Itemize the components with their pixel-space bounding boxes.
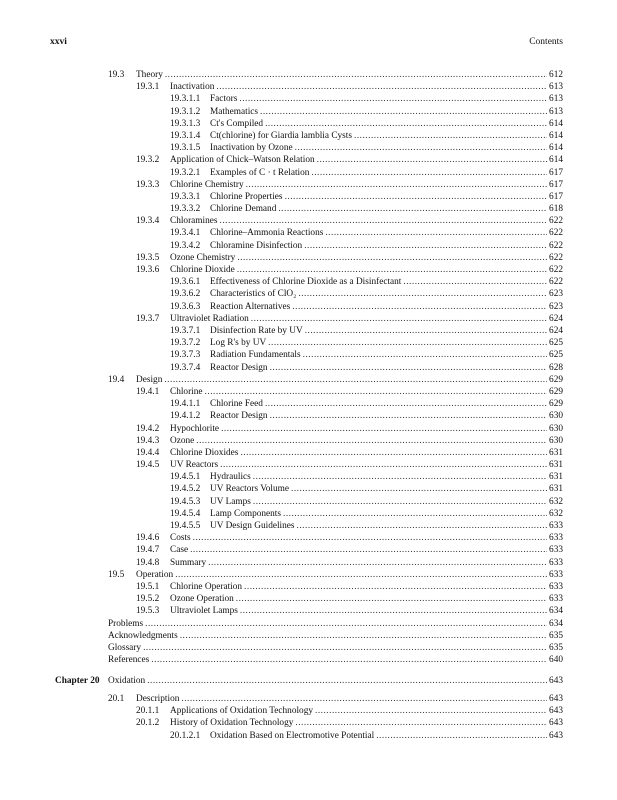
entry-page-number: 640	[549, 655, 563, 666]
entry-number: 19.3.6	[136, 265, 160, 276]
dot-leader	[303, 349, 547, 361]
entry-page-number: 629	[549, 374, 563, 385]
entry-title: History of Oxidation Technology	[170, 718, 294, 729]
entry-title: Radiation Fundamentals	[210, 350, 301, 361]
entry-number: 19.3.7.1	[170, 325, 201, 336]
entry-number: 19.3.1.3	[170, 118, 201, 129]
entry-title: Description	[136, 694, 180, 704]
entry-page-number: 633	[549, 569, 563, 580]
entry-title: Applications of Oxidation Technology	[170, 706, 313, 717]
entry-number: 19.3.3.1	[170, 191, 201, 202]
toc-entry[interactable]	[136, 435, 563, 447]
entry-number: 19.5.2	[136, 594, 160, 605]
toc-entry[interactable]	[170, 520, 563, 532]
entry-number: 19.4.5.1	[170, 472, 201, 483]
entry-title: Ct(chlorine) for Giardia lamblia Cysts	[210, 130, 352, 141]
entry-page-number: 622	[549, 216, 563, 227]
entry-title: Log R's by UV	[210, 338, 267, 349]
entry-title: Characteristics of ClO₂	[210, 289, 297, 300]
entry-page-number: 622	[549, 277, 563, 288]
entry-number: 19.3.1	[136, 82, 160, 93]
toc-entry[interactable]	[170, 496, 563, 508]
entry-page-number: 613	[549, 94, 563, 105]
toc-entry[interactable]	[136, 215, 563, 227]
entry-page-number: 617	[549, 191, 563, 202]
entry-number: 19.3.1.4	[170, 130, 201, 141]
toc-entry[interactable]	[136, 593, 563, 605]
entry-page-number: 634	[549, 606, 563, 617]
entry-page-number: 614	[549, 155, 563, 166]
dot-leader	[193, 532, 547, 544]
entry-number: 20.1	[108, 694, 125, 704]
dot-leader	[305, 325, 547, 337]
dot-leader	[205, 386, 548, 398]
entry-number: 19.3.2.1	[170, 167, 201, 178]
toc-entry[interactable]	[108, 69, 563, 81]
entry-title: Oxidation Based on Electromotive Potential	[210, 730, 375, 741]
toc-entry[interactable]	[170, 337, 563, 349]
entry-title: Chloramine Disinfection	[210, 240, 303, 251]
toc-entry[interactable]	[108, 693, 563, 705]
entry-number: 20.1.2	[136, 718, 160, 729]
toc-entry[interactable]	[136, 557, 563, 569]
entry-title: Glossary	[108, 642, 142, 653]
entry-title: Chlorine	[170, 386, 203, 397]
entry-page-number: 625	[549, 338, 563, 349]
entry-number: 19.4.5.2	[170, 484, 201, 495]
entry-title: Chlorine Dioxides	[170, 447, 239, 458]
dot-leader	[291, 483, 547, 495]
entry-number: 19.4.5.3	[170, 496, 201, 507]
dot-leader	[236, 593, 547, 605]
toc-entry[interactable]	[136, 423, 563, 435]
entry-title: Reactor Design	[210, 362, 268, 373]
dot-leader	[403, 276, 547, 288]
entry-page-number: 643	[549, 675, 563, 686]
entry-title: Chloramines	[170, 216, 218, 227]
entry-number: 19.4.8	[136, 557, 160, 568]
entry-title: Factors	[210, 94, 238, 105]
toc-entry[interactable]	[108, 630, 563, 642]
dot-leader	[376, 730, 547, 742]
entry-page-number: 633	[549, 521, 563, 532]
entry-title: Chlorine Operation	[170, 581, 243, 592]
entry-page-number: 631	[549, 472, 563, 483]
entry-number: 19.3.7	[136, 313, 160, 324]
entry-title: Examples of C · t Relation	[210, 167, 310, 178]
entry-title: Hypochlorite	[170, 423, 220, 434]
entry-page-number: 633	[549, 581, 563, 592]
entry-page-number: 613	[549, 82, 563, 93]
entry-number: 19.4.7	[136, 545, 160, 556]
entry-title: Effectiveness of Chlorine Dioxide as a Disinfectant	[210, 277, 402, 288]
entry-title: Ultraviolet Radiation	[170, 313, 249, 324]
toc-entry[interactable]	[170, 288, 563, 300]
dot-leader	[164, 374, 547, 386]
entry-number: 19.5.1	[136, 581, 160, 592]
entry-number: 19.3.2	[136, 155, 160, 166]
entry-page-number: 635	[549, 630, 563, 641]
entry-title: Acknowledgments	[108, 630, 178, 641]
entry-title: Hydraulics	[210, 472, 251, 483]
entry-page-number: 612	[549, 70, 563, 80]
toc-entry[interactable]	[136, 544, 563, 556]
toc-entry[interactable]	[170, 362, 563, 374]
entry-number: 19.3.6.3	[170, 301, 201, 312]
entry-page-number: 624	[549, 325, 563, 336]
entry-page-number: 633	[549, 557, 563, 568]
toc-entry[interactable]	[108, 374, 563, 386]
entry-title: Summary	[170, 557, 207, 568]
toc-entry[interactable]	[170, 483, 563, 495]
entry-number: Chapter 20	[55, 675, 100, 686]
toc-entry[interactable]	[108, 618, 563, 630]
dot-leader	[297, 520, 548, 532]
dot-leader	[246, 179, 547, 191]
entry-page-number: 630	[549, 411, 563, 422]
dot-leader	[190, 544, 547, 556]
entry-page-number: 617	[549, 179, 563, 190]
entry-number: 19.4.1.2	[170, 411, 201, 422]
entry-title: Costs	[170, 533, 191, 544]
entry-title: Design	[136, 374, 163, 385]
dot-leader	[311, 167, 547, 179]
dot-leader	[295, 717, 547, 729]
dot-leader	[315, 705, 547, 717]
entry-number: 19.4.2	[136, 423, 160, 434]
entry-title: Reactor Design	[210, 411, 268, 422]
dot-leader	[304, 240, 547, 252]
toc-entry[interactable]	[170, 410, 563, 422]
toc-entry[interactable]	[136, 81, 563, 93]
toc-entry[interactable]	[136, 459, 563, 471]
entry-page-number: 622	[549, 240, 563, 251]
entry-title: Ozone Chemistry	[170, 252, 236, 263]
entry-number: 19.3.7.4	[170, 362, 201, 373]
toc-entry[interactable]	[170, 227, 563, 239]
entry-title: UV Design Guidelines	[210, 521, 295, 532]
entry-page-number: 614	[549, 118, 563, 129]
entry-title: Lamp Components	[210, 508, 282, 519]
entry-number: 19.3.3.2	[170, 204, 201, 215]
toc-entry[interactable]	[136, 179, 563, 191]
toc-entry[interactable]	[170, 730, 563, 742]
dot-leader	[237, 264, 547, 276]
toc-entry[interactable]	[170, 325, 563, 337]
toc-chapter-entry[interactable]	[55, 675, 563, 687]
page-number: xxvi	[50, 37, 67, 47]
dot-leader	[278, 203, 547, 215]
entry-number: 19.3.4.1	[170, 228, 201, 239]
dot-leader	[251, 313, 547, 325]
entry-title: Ozone	[170, 435, 195, 446]
dot-leader	[295, 142, 547, 154]
entry-number: 19.3.5	[136, 252, 160, 263]
toc-entry[interactable]	[136, 447, 563, 459]
entry-page-number: 629	[549, 386, 563, 397]
entry-page-number: 631	[549, 460, 563, 471]
entry-page-number: 633	[549, 594, 563, 605]
entry-number: 19.4.5.4	[170, 508, 201, 519]
entry-title: References	[108, 655, 150, 666]
entry-number: 19.4.5	[136, 460, 160, 471]
dot-leader	[270, 362, 547, 374]
dot-leader	[268, 337, 547, 349]
toc-entry[interactable]	[136, 264, 563, 276]
dot-leader	[196, 435, 547, 447]
dot-leader	[180, 630, 547, 642]
dot-leader	[253, 471, 547, 483]
entry-page-number: 631	[549, 484, 563, 495]
entry-number: 19.3.4.2	[170, 240, 201, 251]
entry-title: Problems	[108, 618, 144, 629]
entry-number: 19.3.1.1	[170, 94, 201, 105]
entry-title: Reaction Alternatives	[210, 301, 291, 312]
toc-entry[interactable]	[170, 508, 563, 520]
toc-entry[interactable]	[136, 605, 563, 617]
entry-number: 19.4.6	[136, 533, 160, 544]
dot-leader	[325, 227, 547, 239]
dot-leader	[216, 81, 547, 93]
entry-title: Chlorine Demand	[210, 204, 277, 215]
toc-entry[interactable]	[170, 191, 563, 203]
dot-leader	[270, 410, 547, 422]
dot-leader	[221, 423, 547, 435]
dot-leader	[354, 130, 547, 142]
entry-number: 19.5	[108, 569, 125, 580]
dot-leader	[285, 191, 547, 203]
toc-entry[interactable]	[136, 386, 563, 398]
entry-number: 19.3.7.2	[170, 338, 201, 349]
entry-page-number: 643	[549, 706, 563, 717]
toc-entry[interactable]	[136, 705, 563, 717]
entry-number: 19.4.1	[136, 386, 160, 397]
dot-leader	[244, 581, 547, 593]
dot-leader	[237, 252, 547, 264]
entry-number: 19.3.1.2	[170, 106, 201, 117]
entry-title: Inactivation	[170, 82, 215, 93]
entry-number: 19.3.6.1	[170, 277, 201, 288]
toc-entry[interactable]	[170, 398, 563, 410]
entry-title: UV Lamps	[210, 496, 251, 507]
toc-entry[interactable]	[170, 93, 563, 105]
entry-page-number: 633	[549, 545, 563, 556]
entry-number: 19.3	[108, 70, 125, 80]
dot-leader	[298, 288, 547, 300]
dot-leader	[240, 605, 547, 617]
entry-number: 19.4.3	[136, 435, 160, 446]
entry-page-number: 617	[549, 167, 563, 178]
toc-entry[interactable]	[136, 313, 563, 325]
entry-page-number: 623	[549, 289, 563, 300]
toc-entry[interactable]	[170, 276, 563, 288]
entry-page-number: 634	[549, 618, 563, 629]
toc-entry[interactable]	[170, 471, 563, 483]
toc-entry[interactable]	[170, 240, 563, 252]
entry-page-number: 631	[549, 447, 563, 458]
entry-page-number: 624	[549, 313, 563, 324]
dot-leader	[208, 557, 547, 569]
entry-title: Chlorine Chemistry	[170, 179, 244, 190]
entry-page-number: 630	[549, 435, 563, 446]
toc-entry[interactable]	[170, 349, 563, 361]
entry-page-number: 625	[549, 350, 563, 361]
entry-page-number: 628	[549, 362, 563, 373]
toc-entry[interactable]	[170, 106, 563, 118]
entry-page-number: 614	[549, 130, 563, 141]
toc-entry[interactable]	[170, 130, 563, 142]
dot-leader	[240, 447, 547, 459]
toc-entry[interactable]	[108, 642, 563, 654]
toc-entry[interactable]	[170, 203, 563, 215]
entry-number: 19.5.3	[136, 606, 160, 617]
entry-title: Application of Chick–Watson Relation	[170, 155, 315, 166]
entry-number: 19.3.1.5	[170, 143, 201, 154]
entry-page-number: 623	[549, 301, 563, 312]
toc-entry[interactable]	[136, 154, 563, 166]
entry-number: 19.3.7.3	[170, 350, 201, 361]
dot-leader	[260, 106, 547, 118]
entry-number: 19.3.6.2	[170, 289, 201, 300]
entry-number: 19.3.3	[136, 179, 160, 190]
toc-entry[interactable]	[170, 167, 563, 179]
entry-number: 19.4.5.5	[170, 521, 201, 532]
toc-entry[interactable]	[170, 142, 563, 154]
entry-title: Disinfection Rate by UV	[210, 325, 303, 336]
dot-leader	[239, 93, 547, 105]
dot-leader	[151, 654, 547, 666]
entry-title: UV Reactors	[170, 460, 219, 471]
dot-leader	[292, 301, 547, 313]
toc-entry[interactable]	[136, 717, 563, 729]
dot-leader	[165, 69, 547, 81]
entry-number: 20.1.1	[136, 706, 160, 717]
entry-page-number: 622	[549, 252, 563, 263]
entry-title: Ct's Compiled	[210, 118, 264, 129]
entry-page-number: 632	[549, 496, 563, 507]
toc-entry[interactable]	[136, 581, 563, 593]
entry-title: Operation	[136, 569, 174, 580]
toc-entry[interactable]	[136, 252, 563, 264]
dot-leader	[265, 118, 547, 130]
entry-page-number: 633	[549, 533, 563, 544]
dot-leader	[265, 398, 547, 410]
entry-page-number: 622	[549, 228, 563, 239]
entry-title: Inactivation by Ozone	[210, 143, 293, 154]
entry-title: Theory	[136, 70, 163, 80]
entry-title: Chlorine–Ammonia Reactions	[210, 228, 324, 239]
entry-page-number: 622	[549, 265, 563, 276]
entry-page-number: 618	[549, 204, 563, 215]
entry-page-number: 643	[549, 694, 563, 704]
entry-title: Ultraviolet Lamps	[170, 606, 238, 617]
toc-entry[interactable]	[170, 301, 563, 313]
entry-title: Ozone Operation	[170, 594, 234, 605]
entry-title: Mathematics	[210, 106, 259, 117]
entry-title: Chlorine Properties	[210, 191, 283, 202]
entry-number: 20.1.2.1	[170, 730, 201, 741]
entry-page-number: 613	[549, 106, 563, 117]
entry-title: Oxidation	[108, 675, 146, 686]
dot-leader	[317, 154, 547, 166]
dot-leader	[145, 618, 547, 630]
entry-page-number: 643	[549, 730, 563, 741]
dot-leader	[181, 693, 547, 705]
entry-page-number: 635	[549, 642, 563, 653]
entry-number: 19.4.1.1	[170, 399, 201, 410]
entry-title: UV Reactors Volume	[210, 484, 290, 495]
toc-entry[interactable]	[108, 654, 563, 666]
entry-number: 19.4.4	[136, 447, 160, 458]
entry-page-number: 629	[549, 399, 563, 410]
running-title: Contents	[529, 37, 563, 47]
entry-number: 19.4	[108, 374, 125, 385]
entry-page-number: 643	[549, 718, 563, 729]
toc-entry[interactable]	[170, 118, 563, 130]
entry-title: Case	[170, 545, 189, 556]
dot-leader	[220, 215, 548, 227]
dot-leader	[220, 459, 547, 471]
dot-leader	[175, 569, 547, 581]
dot-leader	[253, 496, 547, 508]
dot-leader	[283, 508, 547, 520]
entry-page-number: 632	[549, 508, 563, 519]
entry-page-number: 614	[549, 143, 563, 154]
toc-entry[interactable]	[136, 532, 563, 544]
entry-title: Chlorine Dioxide	[170, 265, 235, 276]
entry-page-number: 630	[549, 423, 563, 434]
dot-leader	[147, 675, 547, 687]
dot-leader	[143, 642, 547, 654]
entry-title: Chlorine Feed	[210, 399, 263, 410]
toc-entry[interactable]	[108, 569, 563, 581]
entry-number: 19.3.4	[136, 216, 160, 227]
